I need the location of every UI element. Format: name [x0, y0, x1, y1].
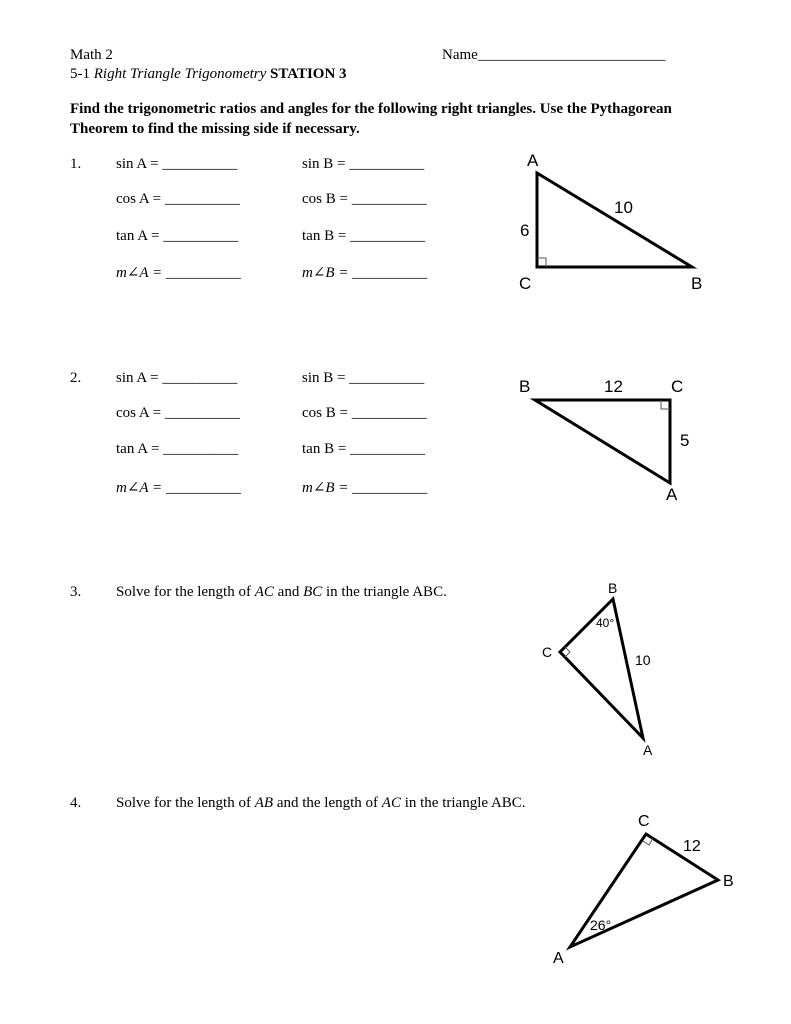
side-cb-label: 12 [683, 838, 701, 855]
p1-cos-b[interactable]: cos B = __________ [302, 191, 427, 207]
vertex-a-label: A [643, 742, 653, 758]
p2-sin-a[interactable]: sin A = __________ [116, 370, 238, 386]
p2-angle-a[interactable]: m∠A = __________ [116, 480, 241, 496]
p4-var-2: AC [381, 795, 401, 811]
p1-tan-b[interactable]: tan B = __________ [302, 228, 426, 244]
triangle-1 [519, 151, 702, 293]
p2-cos-a[interactable]: cos A = __________ [116, 405, 240, 421]
p1-angle-b[interactable]: m∠B = __________ [302, 265, 428, 281]
lesson-number: 5-1 [70, 66, 90, 82]
course-label: Math 2 [70, 47, 113, 63]
p1-sin-b[interactable]: sin B = __________ [302, 156, 425, 172]
side-ac-label: 6 [520, 221, 530, 240]
p4-var-1: AB [254, 795, 274, 811]
vertex-b-label: B [519, 377, 531, 396]
p4-text-post: in the triangle ABC. [400, 795, 526, 811]
p2-tan-a[interactable]: tan A = __________ [116, 441, 239, 457]
instructions: Find the trigonometric ratios and angles for the following right triangles. Use the Pythagorean Theorem to find the missing side if necessary. [70, 101, 672, 137]
side-bc-label: 12 [604, 377, 623, 396]
vertex-c-label: C [519, 274, 532, 293]
p3-text-post: in the triangle ABC. [322, 584, 447, 600]
p1-angle-a[interactable]: m∠A = __________ [116, 265, 241, 281]
p2-cos-b[interactable]: cos B = __________ [302, 405, 427, 421]
side-ab-label: 10 [614, 198, 633, 217]
p3-text-mid: and [273, 584, 304, 600]
p1-cos-a[interactable]: cos A = __________ [116, 191, 240, 207]
vertex-c-label: C [542, 644, 553, 660]
triangle-3 [542, 580, 653, 758]
right-angle-mark [565, 647, 570, 657]
vertex-a-label: A [527, 151, 539, 170]
triangle-2-shape [535, 400, 670, 483]
triangle-2 [519, 377, 689, 504]
side-ab-label: 10 [635, 652, 651, 668]
triangle-4 [553, 813, 734, 967]
lesson-title: Right Triangle Trigonometry [93, 66, 267, 82]
p3-text-pre: Solve for the length of [116, 584, 255, 600]
vertex-b-label: B [723, 873, 734, 890]
name-field[interactable]: Name_________________________ [442, 47, 666, 63]
p2-sin-b[interactable]: sin B = __________ [302, 370, 425, 386]
station-label: STATION 3 [270, 66, 347, 82]
p4-text-pre: Solve for the length of [116, 795, 255, 811]
angle-b-label: 40° [596, 616, 615, 630]
vertex-c-label: C [671, 377, 684, 396]
problem-3-number: 3. [70, 584, 82, 600]
side-ca-label: 5 [680, 431, 690, 450]
vertex-b-label: B [691, 274, 703, 293]
p4-text-mid: and the length of [273, 795, 382, 811]
p1-sin-a[interactable]: sin A = __________ [116, 156, 238, 172]
triangle-1-shape [537, 173, 692, 267]
p2-tan-b[interactable]: tan B = __________ [302, 441, 426, 457]
vertex-b-label: B [608, 580, 618, 596]
problem-2-number: 2. [70, 370, 82, 386]
p1-tan-a[interactable]: tan A = __________ [116, 228, 239, 244]
problem-4-number: 4. [70, 795, 82, 811]
angle-a-label: 26° [590, 917, 612, 933]
vertex-c-label: C [638, 813, 650, 830]
p2-angle-b[interactable]: m∠B = __________ [302, 480, 428, 496]
p3-var-1: AC [254, 584, 274, 600]
vertex-a-label: A [666, 485, 678, 504]
vertex-a-label: A [553, 950, 564, 967]
p3-var-2: BC [303, 584, 323, 600]
problem-1-number: 1. [70, 156, 82, 172]
